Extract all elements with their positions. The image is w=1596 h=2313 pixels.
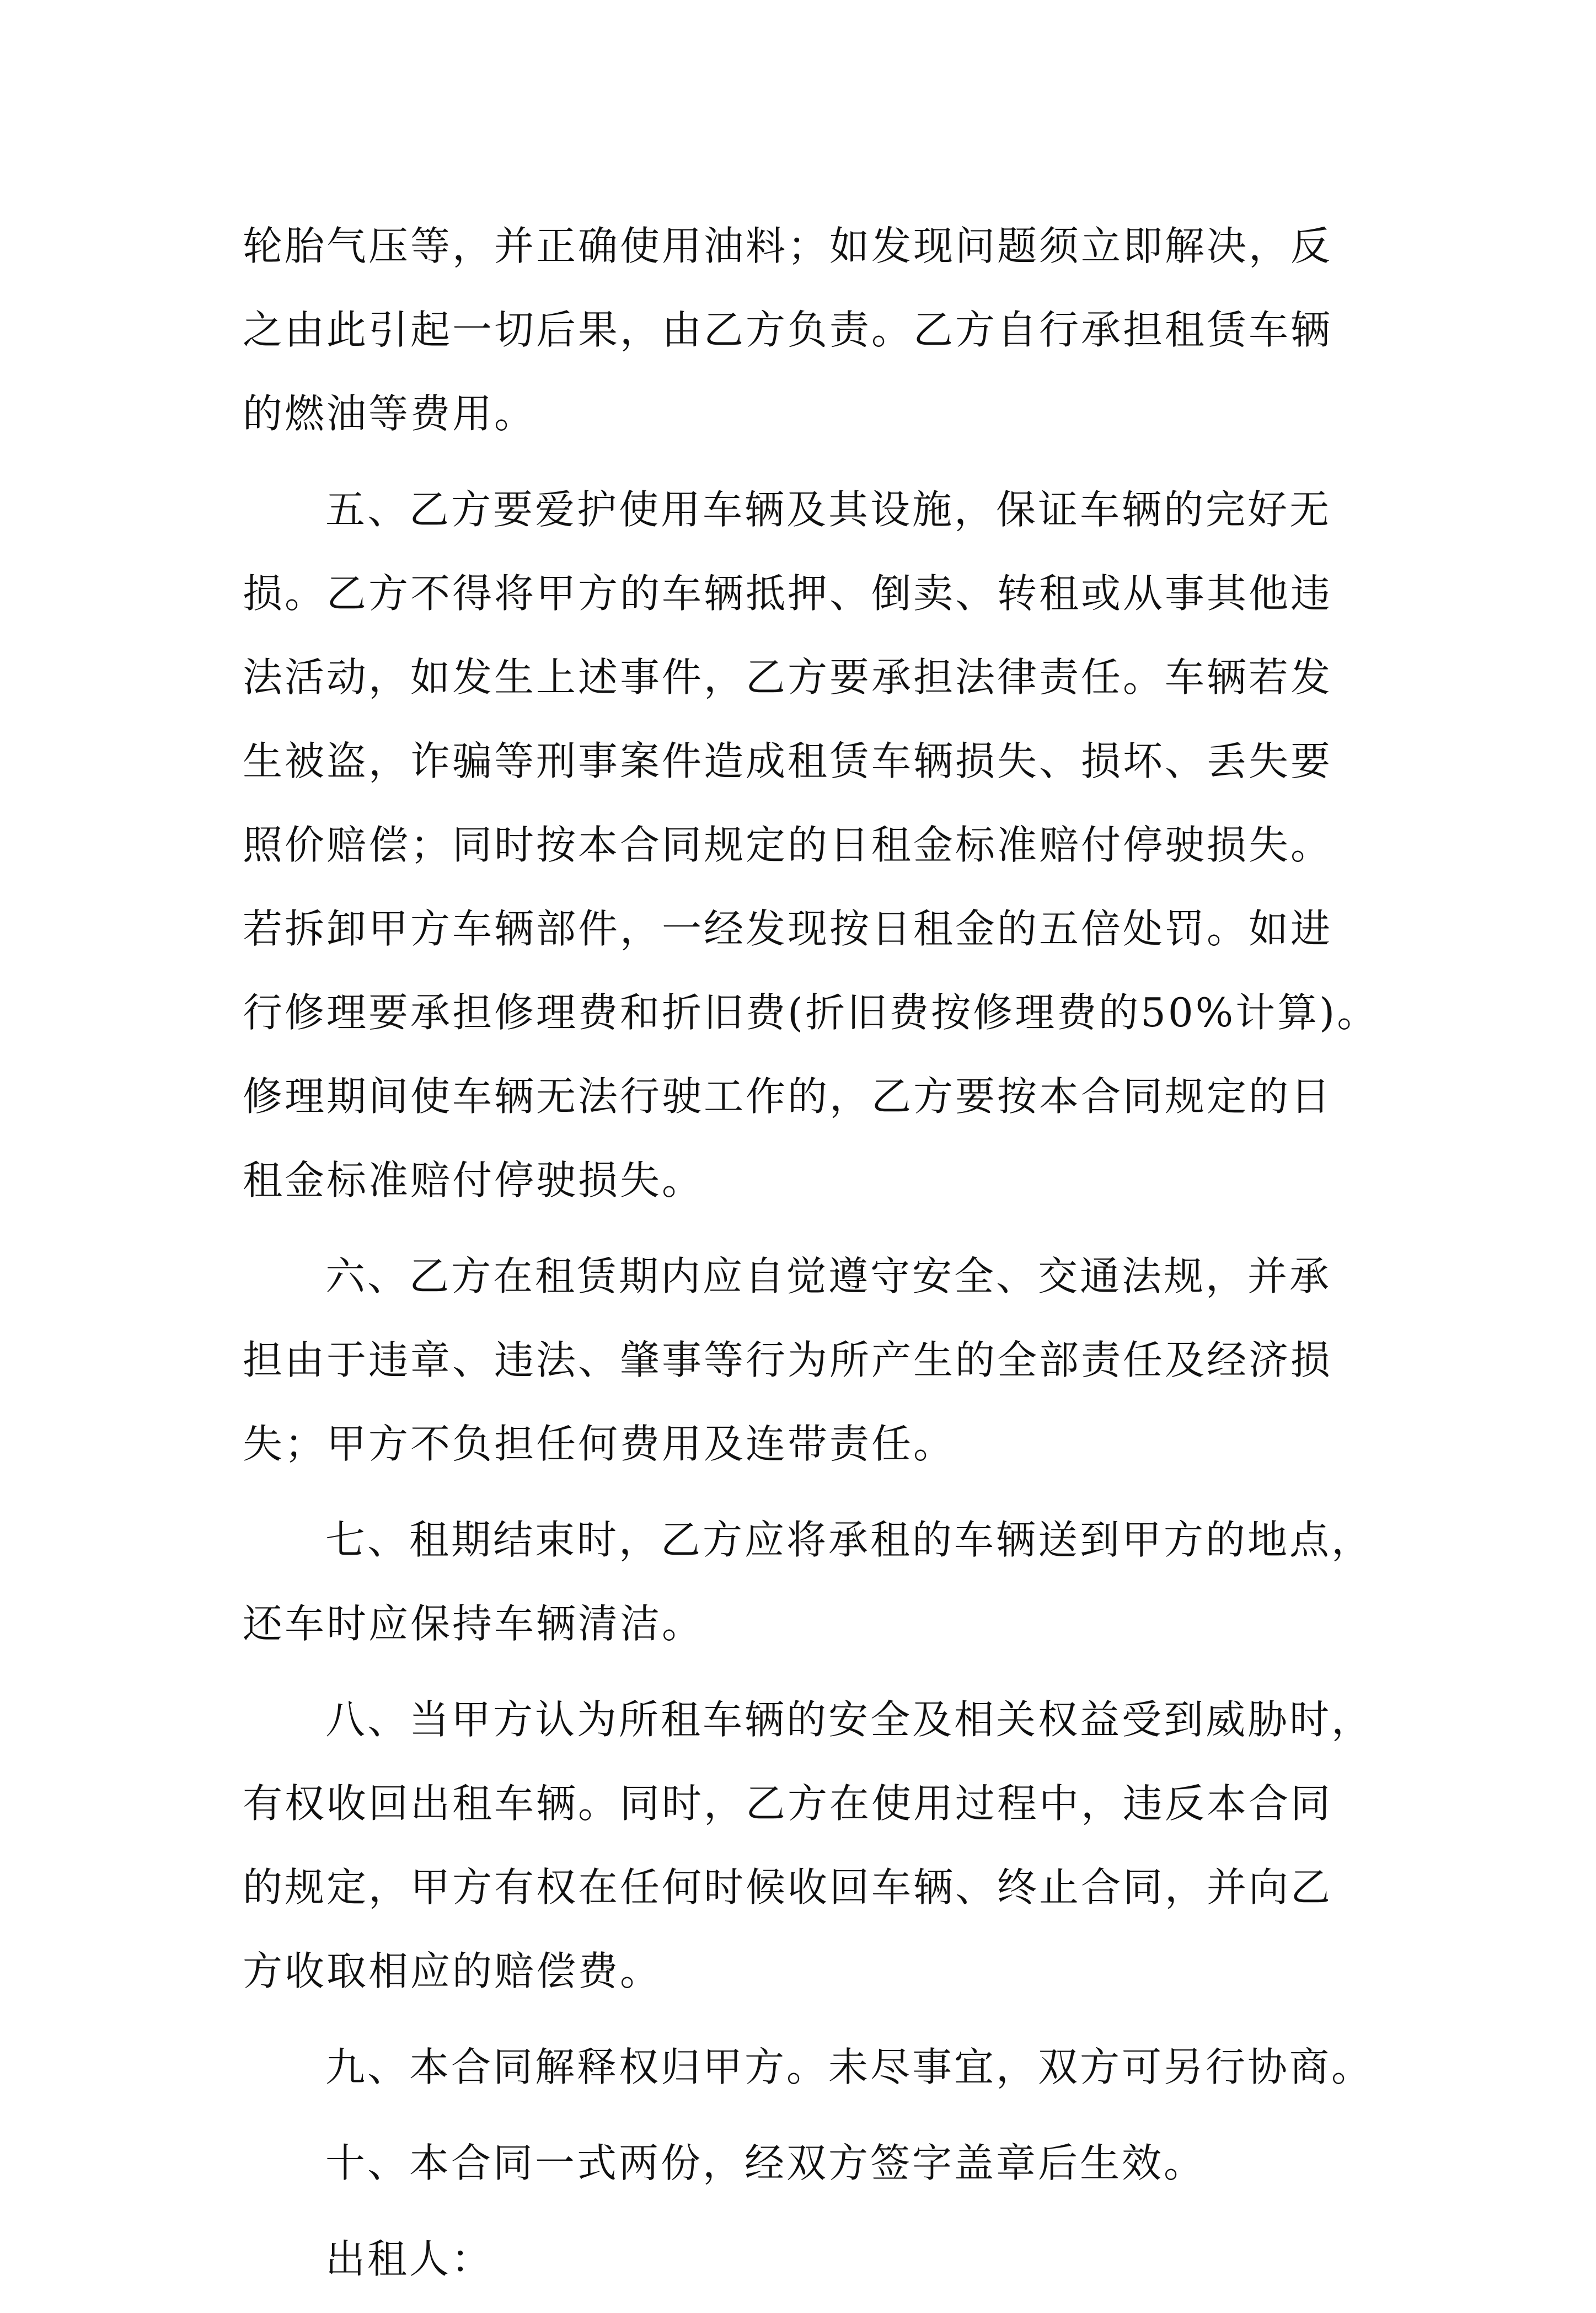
- paragraph-clause-8: [243, 1678, 1401, 2013]
- text-line: 之由此引起一切后果，由乙方负责。乙方自行承担租赁车辆: [243, 307, 1333, 353]
- text-line: 损。乙方不得将甲方的车辆抵押、倒卖、转租或从事其他违: [243, 570, 1333, 617]
- text-line: 六、乙方在租赁期内应自觉遵守安全、交通法规，并承: [325, 1253, 1332, 1299]
- text-line: 有权收回出租车辆。同时，乙方在使用过程中，违反本合同: [243, 1780, 1333, 1827]
- text-line: 的燃油等费用。: [243, 390, 537, 437]
- text-line: 行修理要承担修理费和折旧费(折旧费按修理费的50%计算)。: [243, 989, 1379, 1036]
- text-line: 还车时应保持车辆清洁。: [243, 1600, 704, 1647]
- lessor-label: 出租人：: [325, 2236, 494, 2282]
- paragraph-clause-5: [243, 468, 1401, 1222]
- text-line: 法活动，如发生上述事件，乙方要承担法律责任。车辆若发: [243, 654, 1333, 700]
- paragraph-clause-6: [243, 1234, 1401, 1486]
- text-line: 轮胎气压等，并正确使用油料；如发现问题须立即解决，反: [243, 223, 1333, 269]
- text-line: 九、本合同解释权归甲方。未尽事宜，双方可另行协商。: [325, 2044, 1374, 2090]
- paragraph-lessor: [243, 2217, 1401, 2301]
- text-line: 五、乙方要爱护使用车辆及其设施，保证车辆的完好无: [325, 486, 1332, 533]
- text-line: 七、租期结束时，乙方应将承租的车辆送到甲方的地点，: [325, 1517, 1374, 1563]
- text-line: 十、本合同一式两份，经双方签字盖章后生效。: [325, 2140, 1206, 2186]
- paragraph-1: [243, 204, 1401, 456]
- text-line: 若拆卸甲方车辆部件，一经发现按日租金的五倍处罚。如进: [243, 906, 1333, 952]
- document-body: [243, 204, 1401, 2313]
- paragraph-clause-7: [243, 1498, 1401, 1666]
- text-line: 生被盗，诈骗等刑事案件造成租赁车辆损失、损坏、丢失要: [243, 738, 1333, 784]
- text-line: 的规定，甲方有权在任何时候收回车辆、终止合同，并向乙: [243, 1864, 1333, 1910]
- text-line: 照价赔偿；同时按本合同规定的日租金标准赔付停驶损失。: [243, 822, 1333, 868]
- text-line: 修理期间使车辆无法行驶工作的，乙方要按本合同规定的日: [243, 1073, 1333, 1120]
- paragraph-clause-9: [243, 2025, 1401, 2109]
- text-line: 担由于违章、违法、肇事等行为所产生的全部责任及经济损: [243, 1337, 1333, 1383]
- text-line: 租金标准赔付停驶损失。: [243, 1157, 704, 1203]
- text-line: 方收取相应的赔偿费。: [243, 1948, 662, 1994]
- paragraph-clause-10: [243, 2121, 1401, 2205]
- text-line: 八、当甲方认为所租车辆的安全及相关权益受到威胁时，: [325, 1696, 1374, 1743]
- text-line: 失；甲方不负担任何费用及连带责任。: [243, 1421, 956, 1467]
